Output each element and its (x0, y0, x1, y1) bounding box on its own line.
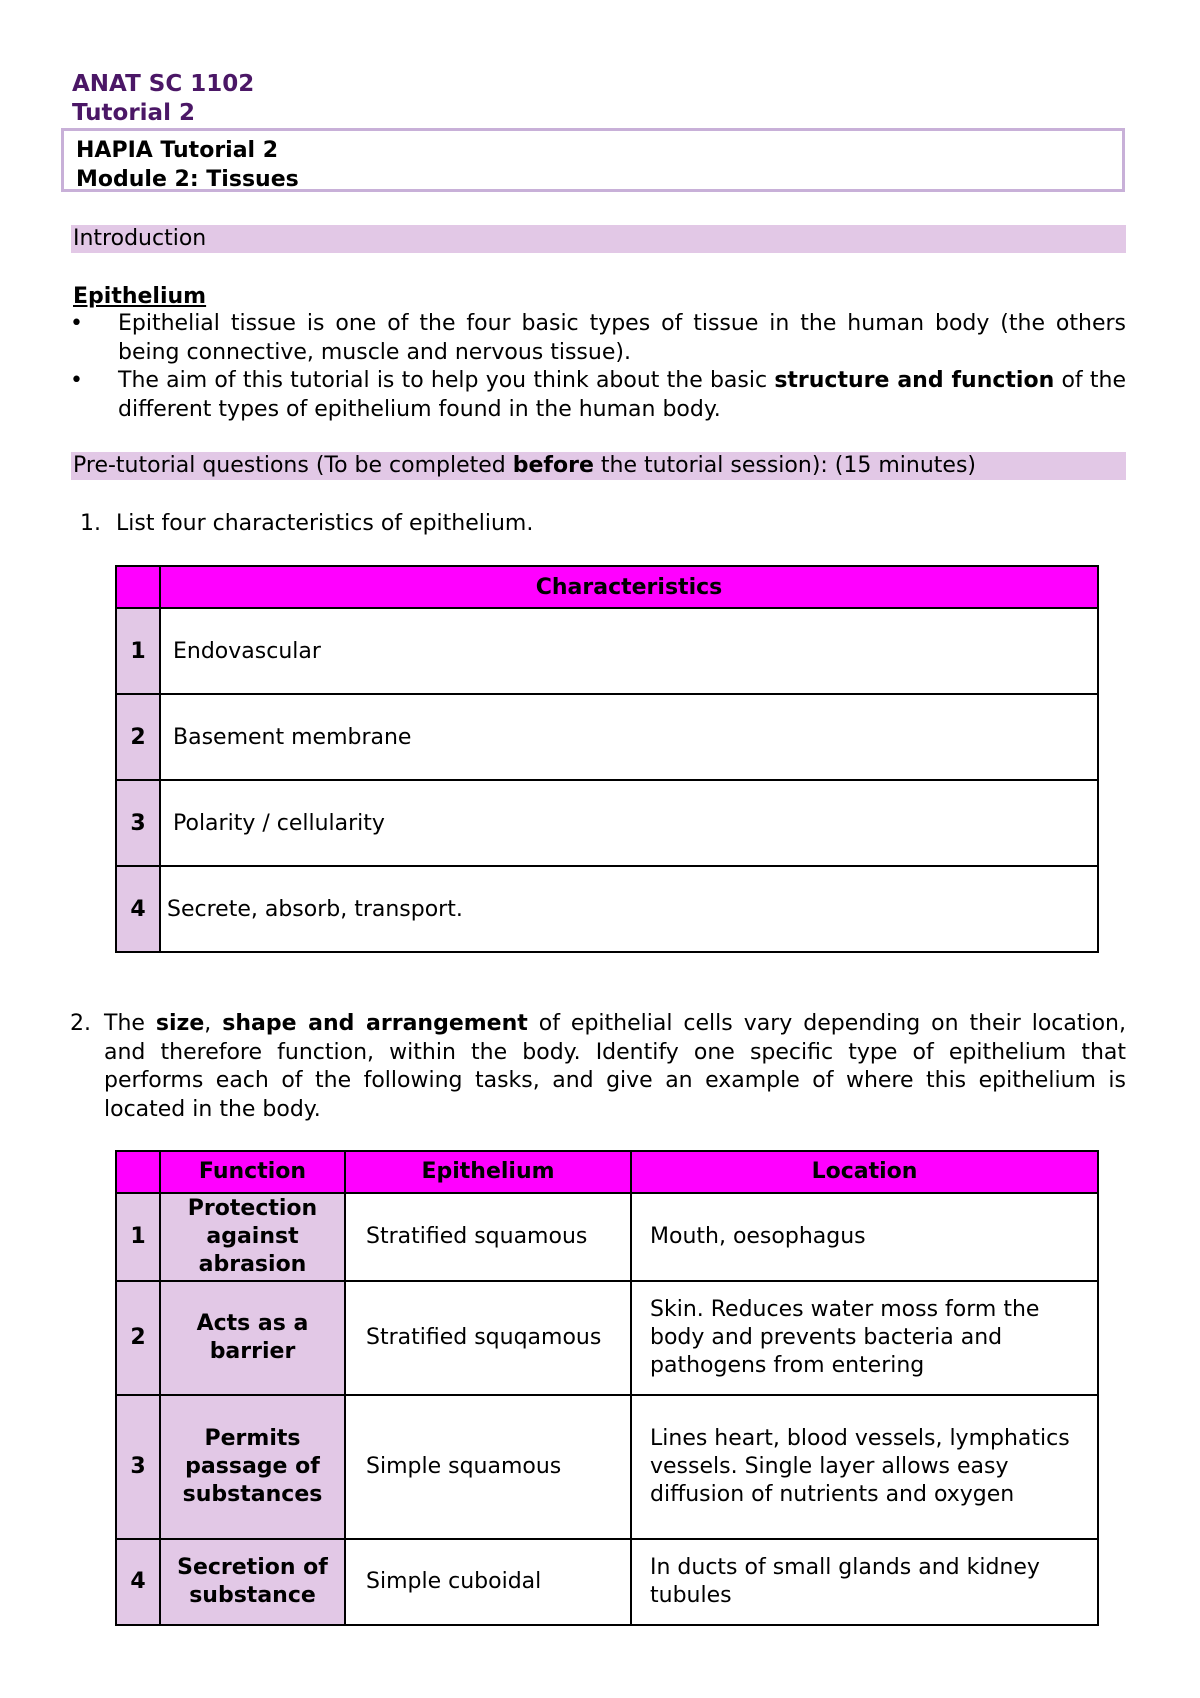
row-number: 2 (116, 694, 160, 780)
pretutorial-heading: Pre-tutorial questions (To be completed before the tutorial session): (15 minutes) (71, 452, 1126, 480)
question-number: 1. (80, 511, 101, 536)
header-function: Function (160, 1151, 345, 1193)
epithelium-cell: Stratified squqamous (345, 1281, 631, 1395)
location-cell: Mouth, oesophagus (631, 1193, 1098, 1281)
tutorial-label: Tutorial 2 (72, 100, 195, 126)
table-row (116, 1539, 1098, 1625)
function-cell: Acts as a barrier (160, 1281, 345, 1395)
table-row (116, 694, 1098, 780)
question-text: The size, shape and arrangement of epithelial cells vary depending on their location, and therefore function, within the body. Identify one specific type of epithelium that performs each of the following tasks, and give an example of where this epithelium is located in the body. (104, 1011, 1126, 1122)
question-number: 2. (70, 1011, 91, 1036)
course-header (72, 70, 254, 128)
question-2 (70, 1010, 1126, 1124)
introduction-heading: Introduction (71, 225, 1126, 253)
table-header: Characteristics (160, 566, 1098, 608)
location-cell: In ducts of small glands and kidney tubules (631, 1539, 1098, 1625)
epithelium-cell: Simple cuboidal (345, 1539, 631, 1625)
table-row (116, 1193, 1098, 1281)
bullet-text: Epithelial tissue is one of the four basic types of tissue in the human body (the others being connective, muscle and nervous tissue). (118, 311, 1126, 365)
table-row (116, 1281, 1098, 1395)
table-header-row (116, 1151, 1098, 1193)
title-line-1: HAPIA Tutorial 2 (76, 138, 279, 163)
characteristic-cell: Basement membrane (160, 694, 1098, 780)
epithelium-cell: Simple squamous (345, 1395, 631, 1539)
row-number: 1 (116, 608, 160, 694)
question-text: List four characteristics of epithelium. (116, 511, 534, 536)
table-corner-cell (116, 1151, 160, 1193)
question-1 (80, 510, 533, 538)
row-number: 2 (116, 1281, 160, 1395)
row-number: 3 (116, 1395, 160, 1539)
location-cell: Skin. Reduces water moss form the body and prevents bacteria and pathogens from entering (631, 1281, 1098, 1395)
characteristics-table (115, 565, 1099, 953)
bullet-item (66, 367, 1126, 424)
characteristic-cell: Polarity / cellularity (160, 780, 1098, 866)
characteristic-cell: Secrete, absorb, transport. (160, 866, 1098, 952)
table-row (116, 608, 1098, 694)
function-table (115, 1150, 1099, 1626)
bullet-dot-icon: • (70, 368, 83, 393)
function-cell: Secretion of substance (160, 1539, 345, 1625)
table-corner-cell (116, 566, 160, 608)
header-epithelium: Epithelium (345, 1151, 631, 1193)
function-cell: Permits passage of substances (160, 1395, 345, 1539)
row-number: 4 (116, 866, 160, 952)
epithelium-bullets (66, 310, 1126, 424)
location-cell: Lines heart, blood vessels, lymphatics vessels. Single layer allows easy diffusion of nutrients and oxygen (631, 1395, 1098, 1539)
table-row (116, 866, 1098, 952)
function-cell: Protection against abrasion (160, 1193, 345, 1281)
epithelium-cell: Stratified squamous (345, 1193, 631, 1281)
bullet-dot-icon: • (70, 311, 83, 336)
characteristic-cell: Endovascular (160, 608, 1098, 694)
row-number: 4 (116, 1539, 160, 1625)
table-row (116, 780, 1098, 866)
row-number: 1 (116, 1193, 160, 1281)
table-header-row (116, 566, 1098, 608)
bullet-text: The aim of this tutorial is to help you think about the basic structure and function of the different types of epithelium found in the human body. (118, 368, 1126, 422)
title-line-2: Module 2: Tissues (76, 167, 299, 192)
course-code: ANAT SC 1102 (72, 71, 255, 97)
epithelium-heading: Epithelium (73, 284, 207, 309)
row-number: 3 (116, 780, 160, 866)
header-location: Location (631, 1151, 1098, 1193)
table-row (116, 1395, 1098, 1539)
title-box (61, 128, 1125, 192)
bullet-item (66, 310, 1126, 367)
